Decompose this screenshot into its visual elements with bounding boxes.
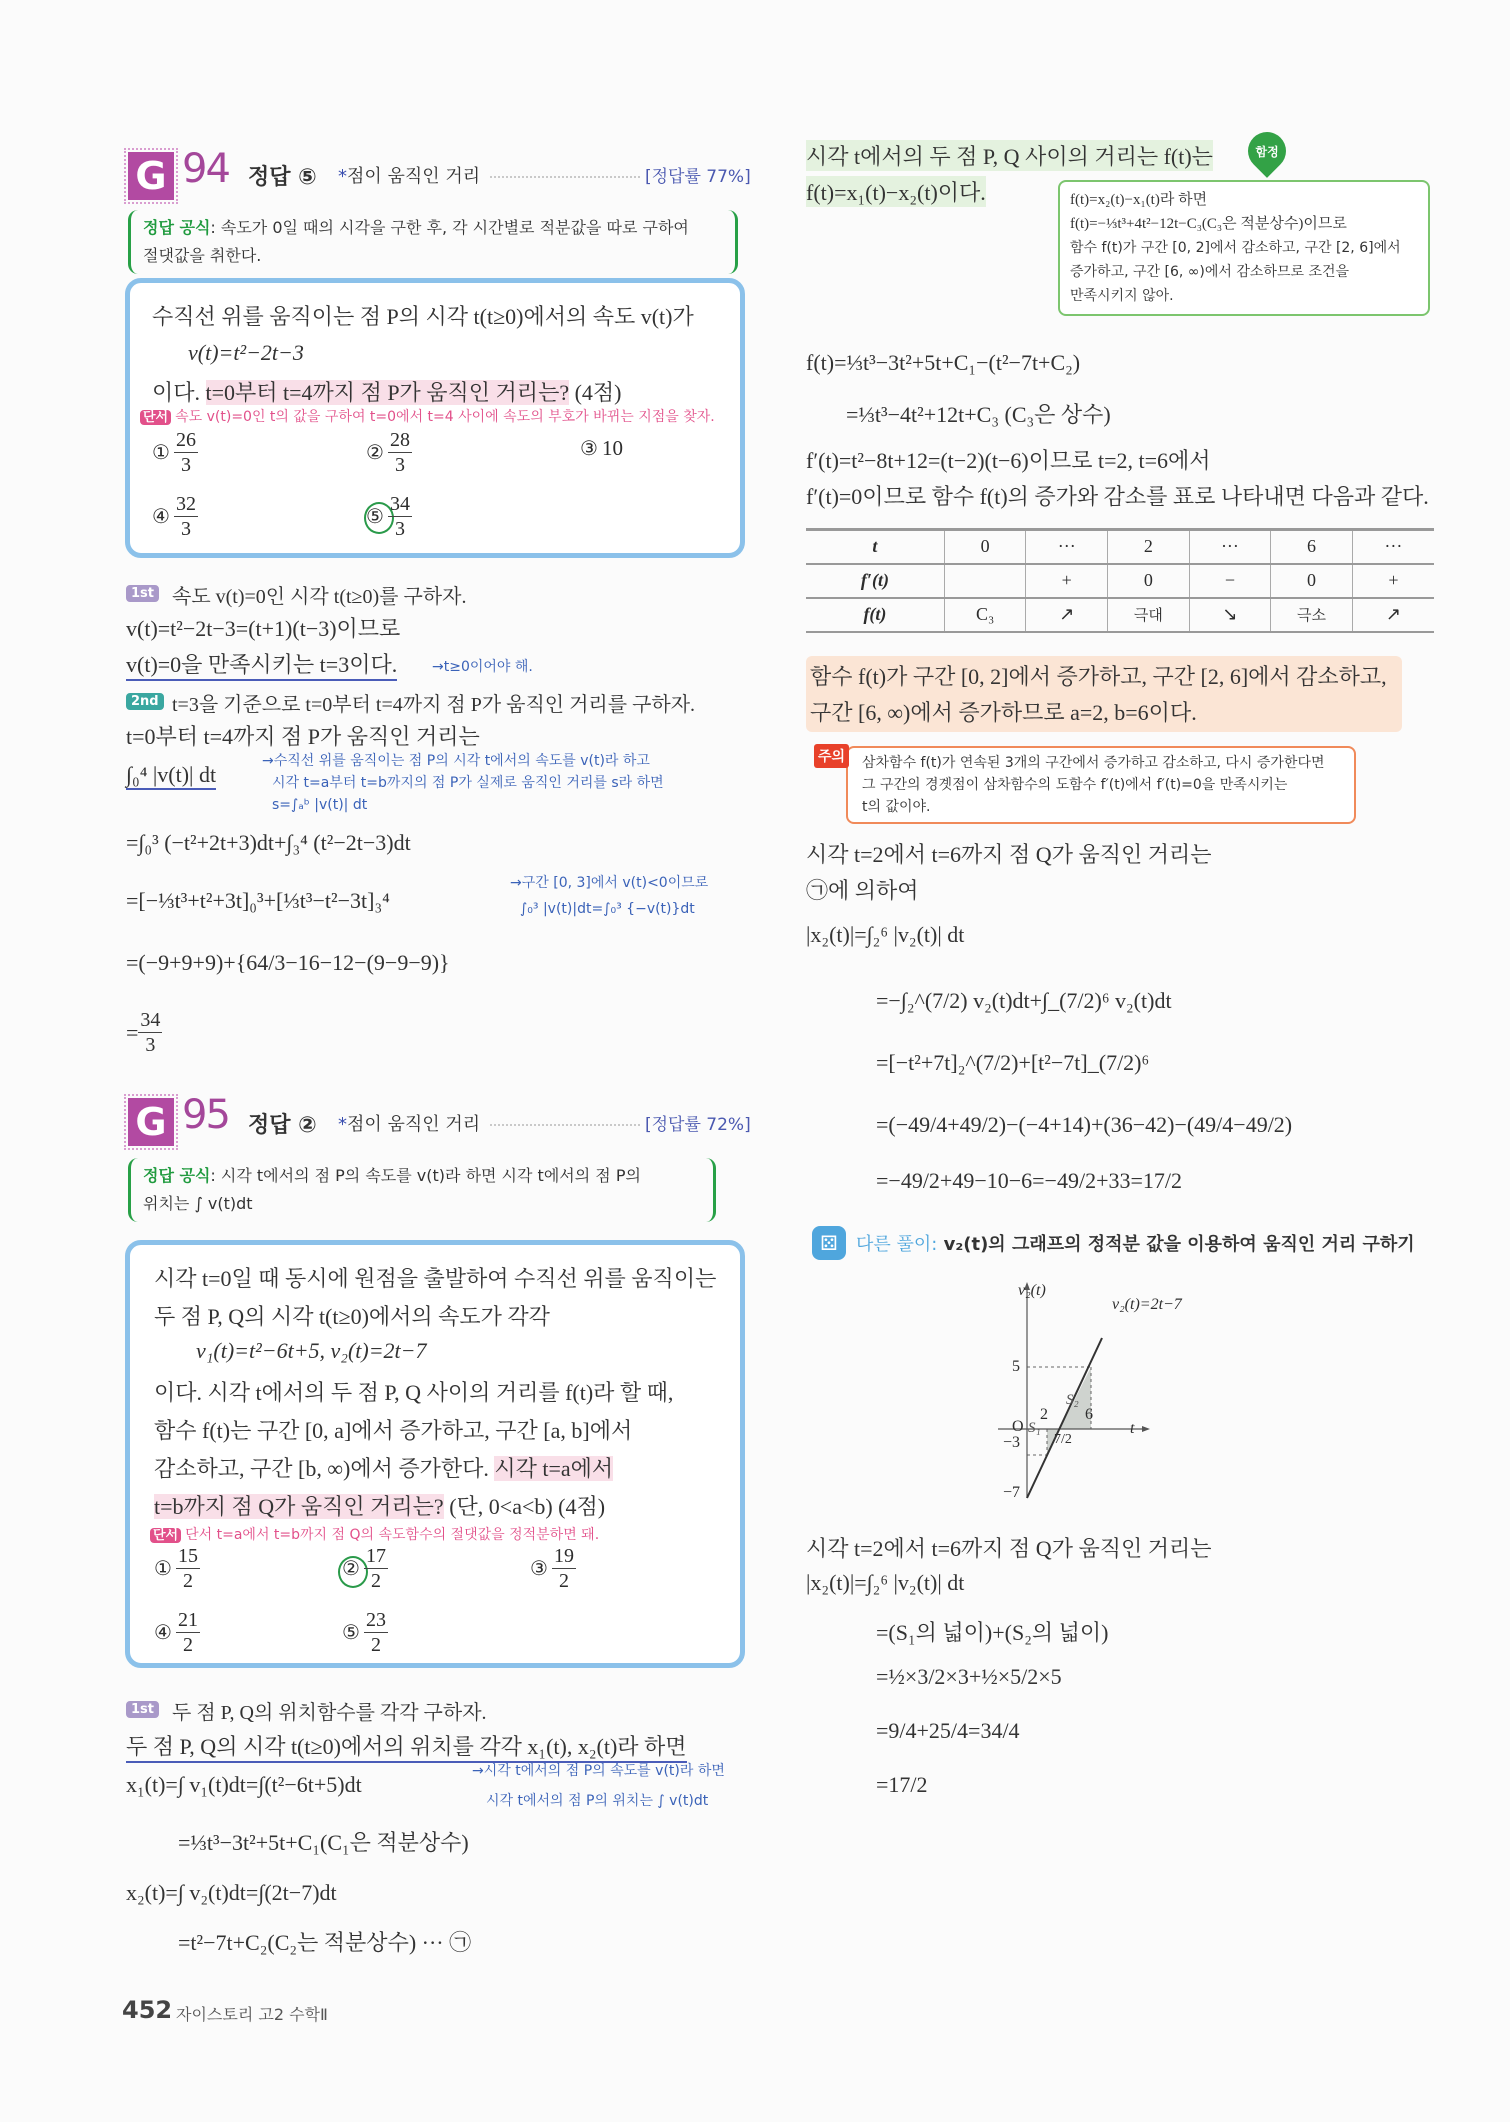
dot-leader	[490, 176, 640, 178]
solution-line: f′(t)=0이므로 함수 f(t)의 증가와 감소를 표로 나타내면 다음과 같다.	[806, 484, 1429, 509]
y-tick-neg7: −7	[1003, 1484, 1021, 1501]
choice-5[interactable]: ⑤ $\frac{34}{3}$	[366, 493, 410, 540]
solution-line: =(−9+9+9)+{64/3−16−12−(9−9−9)}	[126, 950, 450, 975]
solution-line: =−∫₂^(7/2) v₂(t)dt+∫_(7/2)⁶ v₂(t)dt	[876, 988, 1172, 1013]
solution-line: 함수 f(t)가 구간 [0, 2]에서 증가하고, 구간 [2, 6]에서 감소하고,	[810, 664, 1387, 689]
side-note: →시각 t에서의 점 P의 속도를 v(t)라 하면 시각 t에서의 점 P의 위치는 ∫ v(t)dt	[472, 1763, 725, 1809]
solution-line: f(t)=⅓t³−3t²+5t+C₁−(t²−7t+C₂)	[806, 350, 1081, 375]
answer-label: 정답 ②	[248, 1113, 317, 1138]
step-2: 2nd	[126, 690, 164, 710]
solution-line: =⅓t³−4t²+12t+C₃ (C₃은 상수)	[846, 402, 1111, 427]
dice-icon: ⚄	[812, 1226, 846, 1260]
y-tick-neg3: −3	[1003, 1434, 1021, 1451]
solution-line: =[−⅓t³+t²+3t]₀³+[⅓t³−t²−3t]₃⁴	[126, 888, 390, 913]
side-note: →구간 [0, 3]에서 v(t)<0이므로 ∫₀³ |v(t)|dt=∫₀³ {−v(t)}dt	[510, 875, 709, 917]
step-title: 두 점 P, Q의 위치함수를 각각 구하자.	[172, 1702, 487, 1724]
choice-2[interactable]: ② $\frac{28}{3}$	[366, 429, 410, 476]
caution-box: 삼차함수 f(t)가 연속된 3개의 구간에서 증가하고 감소하고, 다시 증가한다면 그 구간의 경곗점이 삼차함수의 도함수 f′(t)에서 f′(t)=0을 만족시키는 t의 값이야.	[846, 746, 1356, 824]
table-row: t 0 ··· 2 ··· 6 ···	[806, 530, 1434, 564]
solution-line: f(t)=x₁(t)−x₂(t)이다.	[806, 176, 986, 207]
step-1: 1st	[126, 1698, 159, 1718]
side-note: →수직선 위를 움직이는 점 P의 시각 t에서의 속도를 v(t)라 하고 시각 t=a부터 t=b까지의 점 P가 실제로 움직인 거리를 s라 하면 s=∫ₐᵇ |v(t)| dt	[262, 753, 664, 813]
step-title: 속도 v(t)=0인 시각 t(t≥0)를 구하자.	[172, 586, 467, 608]
hint: 단서 속도 v(t)=0인 t의 값을 구하여 t=0에서 t=4 사이에 속도의 부호가 바뀌는 지점을 찾자.	[140, 406, 715, 426]
solution-line: ∫₀⁴ |v(t)| dt	[126, 762, 216, 790]
table-row: f′(t) + 0 − 0 +	[806, 564, 1434, 598]
question-equation: v(t)=t²−2t−3	[188, 340, 304, 365]
question-line: t=b까지 점 Q가 움직인 거리는? (단, 0<a<b) (4점)	[154, 1494, 606, 1519]
solution-line: v(t)=0을 만족시키는 t=3이다.	[126, 648, 397, 681]
line-label: v₂(t)=2t−7	[1112, 1296, 1182, 1313]
side-note: →t≥0이어야 해.	[432, 659, 533, 675]
solution-line: 시각 t=2에서 t=6까지 점 Q가 움직인 거리는	[806, 1536, 1212, 1561]
solution-line: =9/4+25/4=34/4	[876, 1718, 1020, 1743]
step-1: 1st	[126, 582, 159, 602]
solution-line: =(S₁의 넓이)+(S₂의 넓이)	[876, 1620, 1109, 1645]
solution-answer: = $\frac{34}{3}$	[126, 1009, 161, 1056]
solution-line: 시각 t=2에서 t=6까지 점 Q가 움직인 거리는	[806, 842, 1212, 867]
solution-line: |x₂(t)|=∫₂⁶ |v₂(t)| dt	[806, 922, 965, 947]
increase-decrease-table	[806, 528, 1434, 633]
answer-label: 정답 ⑤	[248, 165, 317, 190]
alt-solution-title: 다른 풀이: v₂(t)의 그래프의 정적분 값을 이용하여 움직인 거리 구하기	[856, 1234, 1415, 1255]
hint: 단서 단서 t=a에서 t=b까지 점 Q의 속도함수의 절댓값을 정적분하면 돼.	[150, 1524, 599, 1544]
step-title: t=3을 기준으로 t=0부터 t=4까지 점 P가 움직인 거리를 구하자.	[172, 694, 696, 716]
solution-line: ㉠에 의하여	[806, 878, 919, 903]
solution-line: x₂(t)=∫ v₂(t)dt=∫(2t−7)dt	[126, 1880, 337, 1905]
solution-line: 구간 [6, ∞)에서 증가하므로 a=2, b=6이다.	[810, 700, 1197, 725]
x-axis-label: t	[1130, 1420, 1135, 1437]
problem-badge: G	[128, 152, 174, 200]
choice-1[interactable]: ① $\frac{15}{2}$	[154, 1545, 198, 1592]
choice-1[interactable]: ① $\frac{26}{3}$	[152, 429, 196, 476]
answer-formula: 정답 공식: 시각 t에서의 점 P의 속도를 v(t)라 하면 시각 t에서의 점 P의 위치는 ∫ v(t)dt	[128, 1158, 716, 1222]
problem-badge: G	[128, 1098, 174, 1146]
choice-2[interactable]: ② $\frac{17}{2}$	[342, 1545, 386, 1592]
x-tick-6: 6	[1085, 1406, 1093, 1423]
correct-rate: [정답률 77%]	[645, 167, 751, 187]
y-tick-5: 5	[1012, 1358, 1020, 1375]
solution-line: x₁(t)=∫ v₁(t)dt=∫(t²−6t+5)dt	[126, 1772, 362, 1797]
origin-label: O	[1012, 1418, 1024, 1435]
choice-5[interactable]: ⑤ $\frac{23}{2}$	[342, 1609, 386, 1656]
topic: *점이 움직인 거리	[338, 1114, 481, 1135]
choice-4[interactable]: ④ $\frac{21}{2}$	[154, 1609, 198, 1656]
region-s1-label: S₁	[1028, 1420, 1041, 1436]
question-line: 함수 f(t)는 구간 [0, a]에서 증가하고, 구간 [a, b]에서	[154, 1418, 633, 1443]
choice-4[interactable]: ④ $\frac{32}{3}$	[152, 493, 196, 540]
solution-line: =(−49/4+49/2)−(−4+14)+(36−42)−(49/4−49/2)	[876, 1112, 1293, 1137]
caution-tag: 주의	[814, 744, 849, 768]
solution-line: =∫₀³ (−t²+2t+3)dt+∫₃⁴ (t²−2t−3)dt	[126, 830, 411, 855]
trap-pin-icon: 함정	[1240, 124, 1294, 178]
solution-line: v(t)=t²−2t−3=(t+1)(t−3)이므로	[126, 616, 401, 641]
question-line: 시각 t=0일 때 동시에 원점을 출발하여 수직선 위를 움직이는	[154, 1266, 717, 1291]
region-s2-label: S₂	[1066, 1392, 1079, 1408]
answer-formula: 정답 공식: 속도가 0일 때의 시각을 구한 후, 각 시간별로 적분값을 따로 구하여 절댓값을 취한다.	[128, 210, 738, 274]
solution-line: f′(t)=t²−8t+12=(t−2)(t−6)이므로 t=2, t=6에서	[806, 448, 1211, 473]
question-equation: v₁(t)=t²−6t+5, v₂(t)=2t−7	[196, 1338, 427, 1363]
question-line: 두 점 P, Q의 시각 t(t≥0)에서의 속도가 각각	[154, 1304, 550, 1329]
solution-line: =½×3/2×3+½×5/2×5	[876, 1664, 1062, 1689]
solution-line: =t²−7t+C₂(C₂는 적분상수) ··· ㉠	[178, 1930, 472, 1955]
book-title: 자이스토리 고2 수학Ⅱ	[176, 2005, 328, 2024]
problem-number: 94	[182, 146, 229, 192]
table-row: f(t) C₃ ↗ 극대 ↘ 극소 ↗	[806, 598, 1434, 632]
problem-number: 95	[182, 1092, 229, 1138]
solution-line: =17/2	[876, 1772, 928, 1797]
x-tick-2: 2	[1040, 1406, 1048, 1423]
solution-line: 시각 t에서의 두 점 P, Q 사이의 거리는 f(t)는	[806, 140, 1213, 171]
question-line: 수직선 위를 움직이는 점 P의 시각 t(t≥0)에서의 속도 v(t)가	[152, 304, 694, 329]
solution-line: t=0부터 t=4까지 점 P가 움직인 거리는	[126, 724, 480, 749]
choice-3[interactable]: ③ $\frac{19}{2}$	[530, 1545, 574, 1592]
topic: *점이 움직인 거리	[338, 166, 481, 187]
dot-leader	[490, 1124, 640, 1126]
solution-line: =−49/2+49−10−6=−49/2+33=17/2	[876, 1168, 1183, 1193]
trap-box: f(t)=x₂(t)−x₁(t)라 하면 f(t)=−⅓t³+4t²−12t−C₃(C₃은 적분상수)이므로 함수 f(t)가 구간 [0, 2]에서 감소하고, 구간 [2, 6]에서 증가하고, 구간 [6, ∞)에서 감소하므로 조건을 만족시키지 않아.	[1058, 180, 1430, 316]
solution-line: =⅓t³−3t²+5t+C₁(C₁은 적분상수)	[178, 1830, 469, 1855]
solution-line: |x₂(t)|=∫₂⁶ |v₂(t)| dt	[806, 1570, 965, 1595]
correct-rate: [정답률 72%]	[645, 1115, 751, 1135]
question-line: 이다. t=0부터 t=4까지 점 P가 움직인 거리는? (4점)	[152, 380, 622, 405]
solution-line: =[−t²+7t]₂^(7/2)+[t²−7t]_(7/2)⁶	[876, 1050, 1150, 1075]
page-number: 452	[122, 1996, 173, 2024]
solution-line: 두 점 P, Q의 시각 t(t≥0)에서의 위치를 각각 x₁(t), x₂(t)라 하면	[126, 1730, 687, 1763]
question-line: 감소하고, 구간 [b, ∞)에서 증가한다. 시각 t=a에서	[154, 1456, 614, 1481]
y-axis-label: v₂(t)	[1018, 1282, 1046, 1299]
question-line: 이다. 시각 t에서의 두 점 P, Q 사이의 거리를 f(t)라 할 때,	[154, 1380, 674, 1405]
x-tick-7-2: 7/2	[1054, 1432, 1072, 1447]
choice-3[interactable]: ③ 10	[580, 436, 623, 460]
